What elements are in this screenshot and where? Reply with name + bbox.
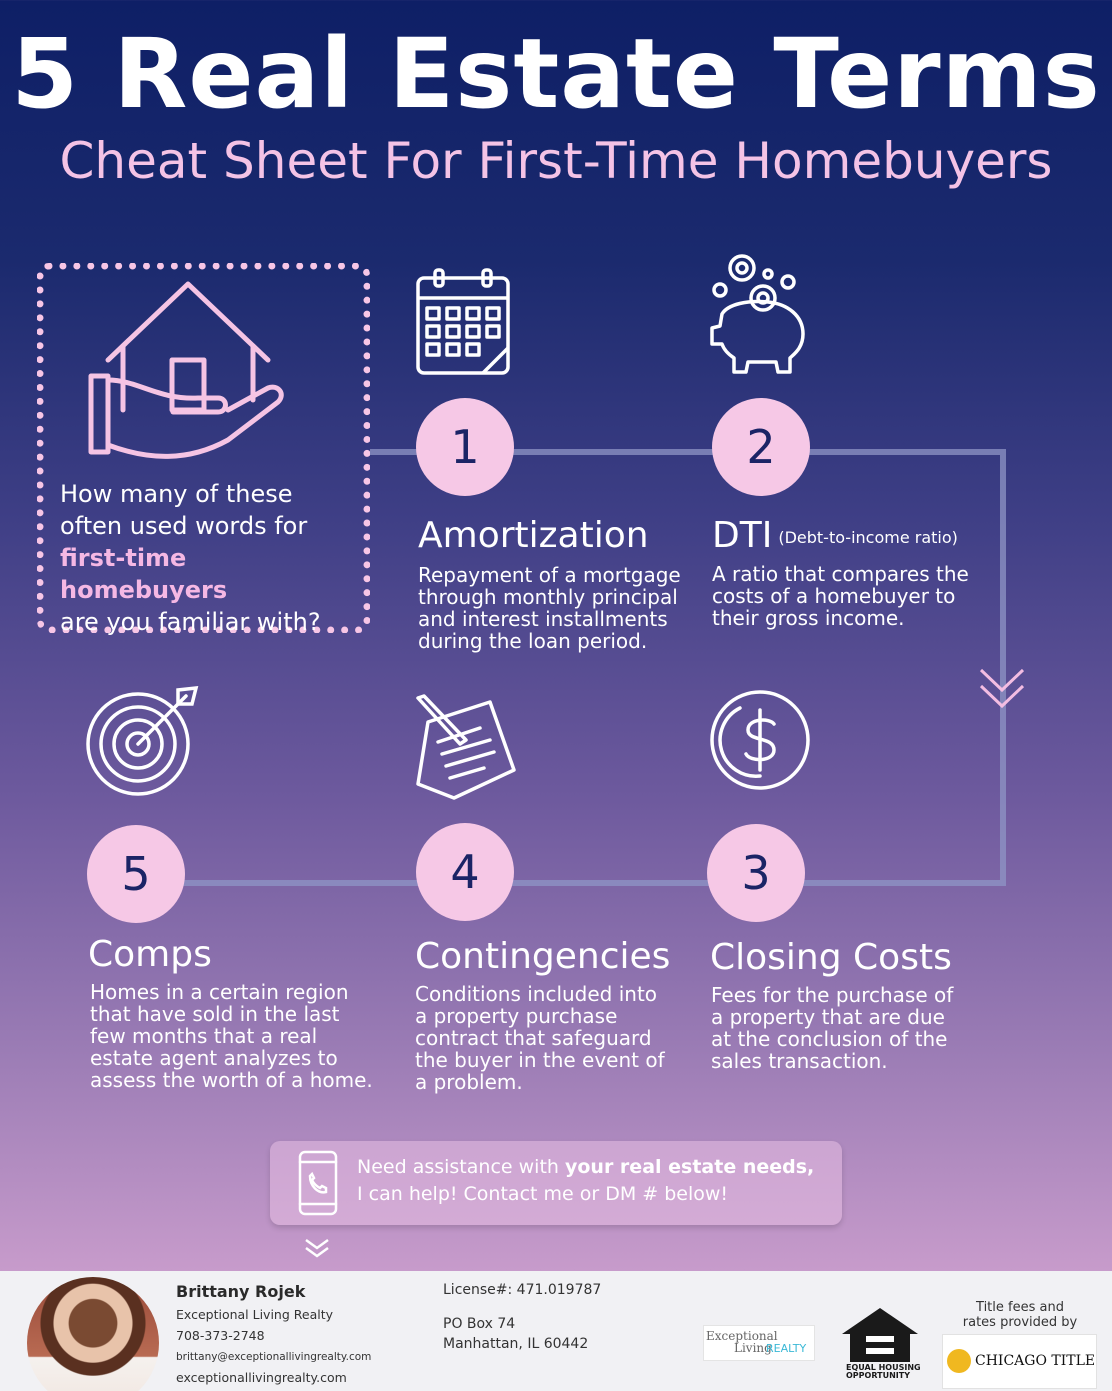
page-subtitle: Cheat Sheet For First-Time Homebuyers: [59, 132, 1053, 190]
agent-name: Brittany Rojek: [176, 1282, 306, 1301]
term-3-description: Fees for the purchase of a property that are due at the conclusion of the sales transaction.: [711, 983, 954, 1073]
exceptional-living-logo: Exceptional Living REALTY: [703, 1325, 815, 1361]
term-1-title: Amortization: [418, 515, 649, 556]
agent-email[interactable]: brittany@exceptionallivingrealty.com: [176, 1351, 372, 1363]
agent-phone[interactable]: 708-373-2748: [176, 1328, 265, 1343]
term-4-description: Conditions included into a property purchase contract that safeguard the buyer in the event of a problem.: [415, 982, 665, 1094]
address-line-1: PO Box 74: [443, 1316, 516, 1332]
address-line-2: Manhattan, IL 60442: [443, 1336, 589, 1352]
term-1-description: Repayment of a mortgage through monthly principal and interest installments during the loan period.: [418, 563, 681, 653]
house-in-hand-icon: [88, 280, 288, 465]
equal-housing-icon: [840, 1306, 920, 1364]
term-3-title: Closing Costs: [710, 937, 952, 978]
chicago-title-logo: CHICAGO TITLE: [942, 1334, 1097, 1389]
term-2-description: A ratio that compares the costs of a homebuyer to their gross income.: [712, 562, 969, 630]
term-2-title: DTI (Debt-to-income ratio): [712, 515, 958, 556]
agent-website[interactable]: exceptionallivingrealty.com: [176, 1370, 347, 1385]
agent-company: Exceptional Living Realty: [176, 1307, 334, 1322]
term-2-note: (Debt-to-income ratio): [778, 527, 958, 547]
step-5-badge: 5: [87, 825, 185, 923]
chicago-title-emblem-icon: [947, 1349, 971, 1373]
intro-highlight: first-time homebuyers: [60, 544, 228, 604]
step-1-badge: 1: [416, 398, 514, 496]
chevron-down-icon: [303, 1237, 331, 1259]
page-title: 5 Real Estate Terms: [11, 18, 1101, 130]
title-note: Title fees and rates provided by: [962, 1300, 1078, 1330]
target-icon: [86, 684, 200, 800]
step-3-badge: 3: [707, 824, 805, 922]
equal-housing-label-1: EQUAL HOUSING: [846, 1363, 921, 1372]
term-4-title: Contingencies: [415, 936, 671, 977]
calendar-icon: [415, 268, 511, 376]
step-2-badge: 2: [712, 398, 810, 496]
dollar-coin-icon: [708, 688, 812, 792]
intro-text: How many of these often used words for first-time homebuyers are you familiar with?: [60, 478, 360, 638]
equal-housing-label-2: OPPORTUNITY: [846, 1371, 911, 1380]
piggy-bank-icon: [708, 252, 808, 376]
term-5-title: Comps: [88, 934, 212, 975]
term-5-description: Homes in a certain region that have sold in the last few months that a real estate agent analyzes to assess the worth of a home.: [90, 980, 373, 1092]
step-4-badge: 4: [416, 823, 514, 921]
contact-banner-text: Need assistance with your real estate needs, I can help! Contact me or DM # below!: [357, 1156, 815, 1205]
contract-icon: [414, 694, 518, 802]
license-number: License#: 471.019787: [443, 1282, 602, 1298]
phone-icon: [298, 1150, 338, 1216]
